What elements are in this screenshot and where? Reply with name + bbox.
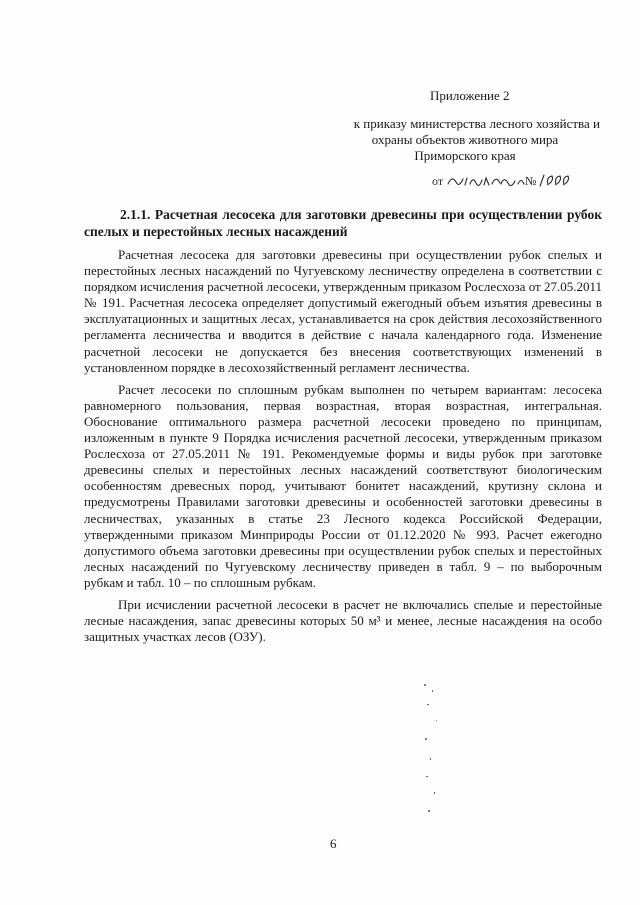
order-line: к приказу министерства лесного хозяйства и: [353, 116, 600, 131]
page-number: 6: [330, 836, 337, 851]
paragraph: Расчет лесосеки по сплошным рубкам выполнен по четырем вариантам: лесосека равномерного пользования, первая возрастная, вторая возрастная, интегральная. Обоснование оптимального размера расчетной лесосеки проведено по принципам, изложенным в пункте 9 Порядка исчисления расчетной лесосеки, утвержденным приказом Рослесхоза от 27.05.2011 № 191. Рекомендуемые формы и виды рубок при заготовке древесины спелых и перестойных лесных насаждений соответствуют биологическим особенностям древесных пород, учитывают бонитет насаждений, крутизну склона и предусмотрены Правилами заготовки древесины и особенностей заготовки древесины в лесничествах, указанных в статье 23 Лесного кодекса Российской Федерации, утвержденными приказом Минприроды России от 01.12.2020 № 993. Расчет ежегодно допустимого объема заготовки древесины при осуществлении рубок спелых и перестойных лесных насаждений по Чугуевскому лесничеству приведен в табл. 9 – по выборочным рубкам и табл. 10 – по сплошным рубкам.: [84, 381, 602, 590]
section-heading: 2.1.1. Расчетная лесосека для заготовки древесины при осуществлении рубок спелых и перестойных лесных насаждений: [84, 207, 602, 239]
handwritten-date-number: [432, 170, 582, 192]
svg-text:от: от: [432, 174, 444, 188]
paragraph: Расчетная лесосека для заготовки древесины при осуществлении рубок спелых и перестойных лесных насаждений по Чугуевскому лесничеству определена в соответствии с порядком исчисления расчетной лесосеки, утвержденным приказом Рослесхоза от 27.05.2011 № 191. Расчетная лесосека определяет допустимый ежегодный объем изъятия древесины в эксплуатационных и защитных лесах, устанавливается на срок действия лесохозяйственного регламента лесничества и вводится в действие с начала календарного года. Изменение расчетной лесосеки не допускается без внесения соответствующих изменений в установленном порядке в лесохозяйственный регламент лесничества.: [84, 247, 602, 375]
svg-text:№: №: [525, 174, 537, 188]
paragraph: При исчислении расчетной лесосеки в расчет не включались спелые и перестойные лесные насаждения, запас древесины которых 50 м³ и менее, лесные насаждения на особо защитных участках лесов (ОЗУ).: [84, 596, 602, 645]
body-text: [84, 247, 602, 651]
appendix-title: Приложение 2: [430, 88, 510, 103]
order-line: Приморского края: [414, 148, 516, 163]
order-line: охраны объектов животного мира: [371, 132, 559, 147]
order-reference: [330, 116, 600, 164]
scan-artifacts: [418, 680, 448, 830]
